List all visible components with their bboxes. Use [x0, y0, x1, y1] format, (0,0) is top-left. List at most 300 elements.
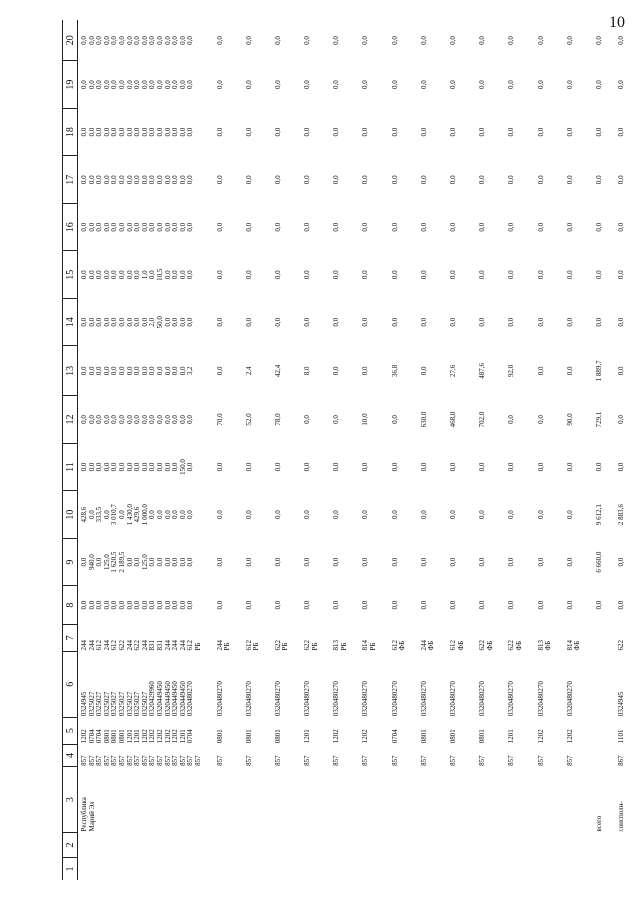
table-cell: 0,0: [332, 270, 341, 280]
table-cell: [319, 857, 348, 880]
table-cell: 0,0: [390, 600, 399, 610]
table-cell: 1 889,7: [594, 360, 603, 382]
table-cell: 0801: [478, 729, 487, 744]
table-cell: 0,0: [594, 462, 603, 472]
table-cell: [494, 857, 523, 880]
table-cell: 0,0: [215, 557, 224, 567]
table-cell: [436, 832, 465, 857]
table-cell: 867: [616, 755, 625, 766]
column-header: 3: [63, 767, 78, 833]
table-cell: 0,0: [244, 222, 253, 232]
table-cell: 0,0: [244, 175, 253, 185]
table-cell: 0,0 0,0 0,0 0,0 0,0 0,0 0,0 0,0 0,0 0,0 0,0 0,0 0,0 0,0 0,0: [80, 127, 195, 137]
table-cell: [290, 832, 319, 857]
table-cell: 1202: [536, 729, 545, 744]
table-cell: 0,0: [536, 222, 545, 232]
column-header: 18: [63, 108, 78, 156]
column-header: 16: [63, 203, 78, 251]
table-cell: 244 244 612 244 612 622 244 622 244 831 831 244 244 244 612 РБ: [80, 639, 202, 651]
table-cell: 0,0: [273, 557, 282, 567]
table-cell: 0,0: [565, 127, 574, 137]
table-row: [261, 20, 290, 880]
table-cell: 0,0: [390, 175, 399, 185]
table-cell: [290, 767, 319, 833]
table-cell: 0801: [273, 729, 282, 744]
table-cell: [378, 767, 407, 833]
table-cell: [465, 857, 494, 880]
table-cell: 0,0: [303, 317, 312, 327]
table-row: [465, 20, 494, 880]
table-cell: 0320480270: [478, 681, 487, 717]
table-cell: 0,0 0,0 0,0 0,0 0,0 0,0 0,0 0,0 0,0 0,0 0,0 0,0 0,0 0,0 0,0: [80, 415, 195, 424]
table-cell: [348, 832, 377, 857]
table-cell: 0,0: [616, 36, 625, 45]
table-cell: 42,4: [273, 364, 282, 377]
table-cell: 0,0: [449, 80, 457, 90]
table-row: [378, 20, 407, 880]
table-cell: 0,0: [303, 222, 312, 232]
column-header: 1: [63, 857, 78, 880]
table-cell: [407, 767, 436, 833]
table-row: [203, 20, 232, 880]
table-cell: 0,0: [361, 80, 370, 90]
table-cell: 0,0: [332, 222, 341, 232]
table-cell: 0,0: [361, 36, 370, 45]
table-cell: 0704: [390, 729, 399, 744]
table-cell: 0,0: [361, 270, 370, 280]
table-cell: 0,0 0,0 0,0 0,0 0,0 0,0 0,0 0,0 0,0 0,0 0,0 0,0 0,0 0,0 0,0: [80, 36, 195, 45]
table-cell: 0,0: [273, 600, 282, 610]
table-cell: 857: [332, 755, 341, 766]
table-cell: 0320480270: [390, 681, 399, 717]
table-cell: 0,0: [215, 270, 224, 280]
table-cell: 0,0: [244, 80, 253, 90]
table-cell: 0,0: [303, 600, 312, 610]
table-cell: 0,0: [273, 36, 282, 45]
header-row: [63, 20, 78, 880]
column-header: 10: [63, 491, 78, 539]
table-cell: 0,0: [536, 317, 545, 327]
table-cell: 0,0 940,0 0,0 125,0 1 620,5 2 189,5 0,0 0,0 125,0 0,0 0,0 0,0 0,0 0,0 0,0: [80, 551, 195, 573]
column-header: 11: [63, 443, 78, 491]
table-cell: 0,0: [419, 317, 428, 327]
table-row: [553, 20, 582, 880]
table-cell: 0,0: [332, 510, 341, 519]
table-cell: 0,0: [390, 462, 399, 472]
column-header: 7: [63, 624, 78, 651]
table-cell: 52,0: [244, 413, 253, 426]
table-cell: 0,0: [449, 222, 457, 232]
table-cell: 814 ФБ: [565, 639, 582, 651]
table-cell: 0,0: [419, 80, 428, 90]
table-cell: 0,0: [536, 415, 545, 424]
table-cell: [319, 832, 348, 857]
table-cell: 0,0 0,0 0,0 0,0 0,0 0,0 0,0 0,0 0,0 0,0 0,0 0,0 0,0 150,0 0,0: [80, 459, 195, 475]
table-cell: 612 ФБ: [449, 639, 465, 651]
table-cell: 0,0: [507, 175, 516, 185]
table-cell: [232, 857, 261, 880]
table-cell: 0,0: [273, 222, 282, 232]
table-cell: 0,0: [449, 462, 457, 472]
table-row: [290, 20, 319, 880]
table-cell: 0,0: [507, 36, 516, 45]
table-cell: 0,0: [244, 510, 253, 519]
table-cell: 0,0: [332, 36, 341, 45]
table-cell: 36,8: [390, 364, 399, 377]
table-cell: 0,0: [215, 462, 224, 472]
table-cell: 857: [303, 755, 312, 766]
table-cell: 0,0: [361, 600, 370, 610]
table-cell: 1202 0704 0704 0801 0801 0801 1201 1201 1202 1202 1202 1202 1202 1201 0704: [80, 729, 195, 744]
table-cell: 0,0: [419, 510, 428, 519]
table-cell: 2,4: [244, 366, 253, 376]
table-cell: 0,0: [273, 462, 282, 472]
table-cell: 0,0: [536, 127, 545, 137]
table-header: [63, 20, 78, 880]
table-cell: 857: [565, 755, 574, 766]
table-cell: [582, 651, 604, 717]
table-cell: 622 ФБ: [478, 639, 494, 651]
table-cell: 6 660,0: [594, 551, 603, 573]
table-cell: 0,0: [419, 270, 428, 280]
table-cell: 0,0: [507, 222, 516, 232]
table-cell: 0,0: [536, 510, 545, 519]
table-cell: 0,0: [273, 80, 282, 90]
table-cell: 0,0: [478, 317, 487, 327]
table-cell: [348, 857, 377, 880]
table-cell: 0,0: [507, 557, 516, 567]
table-cell: 0,0 0,0 0,0 0,0 0,0 0,0 0,0 0,0 0,0 0,0 0,0 0,0 0,0 0,0 0,0: [80, 222, 195, 232]
table-cell: 0,0: [478, 557, 487, 567]
table-cell: 0,0: [303, 80, 312, 90]
table-cell: 0,0: [390, 80, 399, 90]
table-cell: [348, 767, 377, 833]
table-cell: 0320480270: [361, 681, 370, 717]
column-header: 5: [63, 717, 78, 744]
table-cell: 0,0: [565, 510, 574, 519]
table-cell: 0,0: [303, 270, 312, 280]
column-header: 20: [63, 20, 78, 61]
table-cell: 0,0: [478, 462, 487, 472]
table-cell: 0,0: [361, 510, 370, 519]
table-cell: [582, 857, 604, 880]
table-cell: 857: [215, 755, 224, 766]
rotated-table-container: [62, 20, 625, 880]
table-cell: 0,0: [390, 127, 399, 137]
table-cell: 0,0: [215, 510, 224, 519]
table-cell: 857: [419, 755, 428, 766]
table-cell: 0320480270: [273, 681, 282, 717]
table-cell: 1201: [303, 729, 312, 744]
table-cell: 244 РБ: [215, 639, 232, 651]
table-cell: 0,0 0,0 0,0 0,0 0,0 0,0 0,0 0,0 0,0 0,0 0,0 0,0 0,0 0,0 0,0: [80, 600, 195, 610]
table-cell: 0,0: [565, 36, 574, 45]
table-cell: 0,0: [419, 36, 428, 45]
table-cell: 0,0: [332, 175, 341, 185]
table-cell: 468,0: [449, 411, 457, 428]
table-cell: [465, 832, 494, 857]
table-cell: 0,0: [507, 600, 516, 610]
table-cell: 0,0: [419, 175, 428, 185]
table-cell: 0,0: [390, 557, 399, 567]
column-header: 4: [63, 744, 78, 767]
table-row: [582, 20, 604, 880]
table-row: [436, 20, 465, 880]
table-cell: 0,0: [507, 317, 516, 327]
table-cell: 612 ФБ: [390, 639, 407, 651]
table-cell: 0,0: [565, 80, 574, 90]
table-cell: [203, 857, 232, 880]
table-cell: 0,0: [616, 175, 625, 185]
table-cell: 1101: [616, 729, 625, 744]
table-row: [319, 20, 348, 880]
table-cell: 0,0: [303, 462, 312, 472]
table-cell: 857: [361, 755, 370, 766]
table-cell: [553, 857, 582, 880]
table-cell: 0801: [215, 729, 224, 744]
table-cell: 8,0: [303, 366, 312, 376]
table-cell: 0,0: [449, 600, 457, 610]
table-cell: [494, 832, 523, 857]
table-cell: [524, 857, 553, 880]
table-cell: 0,0: [536, 80, 545, 90]
table-cell: 0,0 0,0 0,0 0,0 0,0 0,0 0,0 0,0 0,0 2,0 50,0 0,0 0,0 0,0 0,0: [80, 316, 195, 329]
column-header: 14: [63, 298, 78, 346]
table-cell: 0,0: [478, 600, 487, 610]
table-cell: 1202: [361, 729, 370, 744]
table-cell: 0,0: [594, 127, 603, 137]
table-cell: Республика Марий Эл: [80, 797, 96, 832]
table-cell: 0,0: [332, 366, 341, 376]
table-cell: 0,0: [273, 317, 282, 327]
table-cell: 0,0: [536, 557, 545, 567]
table-cell: 0320480270: [536, 681, 545, 717]
table-cell: 0320480270: [332, 681, 341, 717]
table-cell: 0,0: [215, 600, 224, 610]
table-row: [407, 20, 436, 880]
table-cell: 0,0: [244, 36, 253, 45]
table-cell: 0,0: [616, 415, 625, 424]
table-cell: [582, 832, 604, 857]
table-cell: 857: [390, 755, 399, 766]
table-cell: 0,0: [244, 557, 253, 567]
table-cell: 0,0: [303, 557, 312, 567]
table-cell: 0,0: [478, 80, 487, 90]
column-header: 13: [63, 346, 78, 396]
table-cell: 0,0: [616, 366, 625, 376]
table-cell: 0,0: [303, 415, 312, 424]
table-cell: 0,0: [244, 270, 253, 280]
table-cell: 0,0: [565, 557, 574, 567]
table-cell: 857: [507, 755, 516, 766]
table-cell: 0,0: [244, 600, 253, 610]
table-cell: 0,0: [244, 317, 253, 327]
table-cell: 0,0: [449, 175, 457, 185]
table-cell: 78,0: [273, 413, 282, 426]
table-cell: 0,0: [390, 36, 399, 45]
table-cell: 813 РБ: [332, 639, 348, 651]
table-cell: [582, 624, 604, 651]
table-cell: 0,0: [478, 127, 487, 137]
table-cell: 0,0: [419, 462, 428, 472]
table-cell: [261, 857, 290, 880]
table-cell: 0,0: [361, 317, 370, 327]
table-cell: [203, 767, 232, 833]
table-cell: соисполн-: [616, 801, 625, 832]
table-cell: 0,0: [594, 270, 603, 280]
table-cell: 0,0: [616, 462, 625, 472]
table-cell: 0,0 0,0 0,0 0,0 0,0 0,0 0,0 0,0 1,0 0,0 10,5 0,0 0,0 0,0 0,0: [80, 268, 195, 281]
table-cell: 0320480270: [215, 681, 224, 717]
table-cell: 0,0 0,0 0,0 0,0 0,0 0,0 0,0 0,0 0,0 0,0 0,0 0,0 0,0 0,0 0,0: [80, 175, 195, 185]
table-cell: [378, 857, 407, 880]
table-row: [348, 20, 377, 880]
table-cell: 0,0: [449, 36, 457, 45]
table-row: [524, 20, 553, 880]
table-cell: 0,0 0,0 0,0 0,0 0,0 0,0 0,0 0,0 0,0 0,0 0,0 0,0 0,0 0,0 0,0: [80, 80, 195, 90]
table-cell: 10,0: [361, 413, 370, 426]
table-cell: 0,0: [419, 600, 428, 610]
table-cell: 0320480270: [244, 681, 253, 717]
table-row: [604, 20, 626, 880]
table-cell: 857: [536, 755, 545, 766]
table-cell: 622 РБ: [273, 639, 290, 651]
table-cell: 0,0: [215, 317, 224, 327]
column-header: 17: [63, 156, 78, 204]
table-cell: 487,6: [478, 363, 487, 379]
table-cell: 0,0: [361, 175, 370, 185]
table-cell: [524, 832, 553, 857]
table-cell: 0,0: [565, 222, 574, 232]
table-cell: 0,0: [332, 317, 341, 327]
table-cell: [261, 767, 290, 833]
table-cell: 0,0: [536, 366, 545, 376]
table-cell: 0,0: [390, 222, 399, 232]
table-cell: 0,0: [507, 80, 516, 90]
table-cell: 0,0: [565, 270, 574, 280]
table-cell: 857: [449, 755, 457, 766]
table-cell: 0,0: [361, 366, 370, 376]
table-cell: [436, 767, 465, 833]
budget-table: [62, 20, 625, 880]
table-row: [232, 20, 261, 880]
table-cell: 0,0: [478, 36, 487, 45]
column-header: 15: [63, 251, 78, 299]
table-cell: 0,0: [449, 510, 457, 519]
table-cell: 0801: [449, 729, 457, 744]
table-cell: [78, 832, 203, 857]
table-cell: 0320480270: [303, 681, 312, 717]
table-cell: 622 РБ: [303, 639, 319, 651]
table-cell: 0,0: [332, 462, 341, 472]
table-cell: 0324945 0325027 0325027 0325027 0325027 0325027 0325027 0325027 0325027 0320429960 0320449450 0320449450 0320449450 0320449450 0320480270: [80, 681, 195, 717]
table-cell: [524, 767, 553, 833]
table-cell: 0,0: [449, 270, 457, 280]
table-cell: 0,0: [565, 462, 574, 472]
table-cell: 0,0: [361, 557, 370, 567]
table-cell: 857: [244, 755, 253, 766]
table-cell: 0,0: [536, 36, 545, 45]
table-row: [78, 20, 203, 880]
table-cell: 0,0: [390, 270, 399, 280]
table-cell: 90,0: [565, 413, 574, 426]
table-cell: 70,0: [215, 413, 224, 426]
column-header: 2: [63, 832, 78, 857]
table-cell: 0,0: [215, 175, 224, 185]
table-cell: [78, 857, 203, 880]
table-cell: 244 ФБ: [419, 639, 436, 651]
table-cell: 0,0: [478, 222, 487, 232]
table-cell: 0,0: [332, 415, 341, 424]
table-cell: 0,0: [616, 557, 625, 567]
table-cell: 0,0: [536, 175, 545, 185]
table-cell: 0,0: [273, 175, 282, 185]
table-cell: 0,0: [244, 127, 253, 137]
table-cell: 0,0: [215, 222, 224, 232]
table-cell: 0,0: [361, 462, 370, 472]
table-cell: 27,6: [449, 364, 457, 377]
table-cell: [232, 832, 261, 857]
table-cell: 814 РБ: [361, 639, 378, 651]
column-header: 19: [63, 61, 78, 109]
table-cell: 813 ФБ: [536, 639, 553, 651]
table-cell: [290, 857, 319, 880]
table-cell: [378, 832, 407, 857]
column-header: 8: [63, 586, 78, 624]
table-cell: [465, 767, 494, 833]
table-cell: 0,0: [507, 270, 516, 280]
table-cell: 0,0: [332, 557, 341, 567]
table-cell: 857: [478, 755, 487, 766]
table-cell: 0320480270: [565, 681, 574, 717]
page-number: 10: [609, 14, 625, 31]
table-cell: 0,0: [616, 600, 625, 610]
table-cell: 0,0: [273, 270, 282, 280]
table-cell: 0,0: [419, 222, 428, 232]
table-cell: 2 883,6: [616, 504, 625, 526]
table-cell: [494, 767, 523, 833]
table-cell: 92,0: [507, 364, 516, 377]
table-cell: 0,0: [565, 317, 574, 327]
table-cell: 0,0: [449, 127, 457, 137]
table-cell: 0,0: [449, 317, 457, 327]
table-cell: [604, 832, 626, 857]
table-row: [494, 20, 523, 880]
table-cell: 0,0: [215, 366, 224, 376]
table-cell: 0,0: [616, 127, 625, 137]
table-cell: [203, 832, 232, 857]
table-cell: 0,0: [361, 127, 370, 137]
table-cell: [407, 857, 436, 880]
table-cell: 0,0: [616, 270, 625, 280]
table-cell: 0,0: [303, 36, 312, 45]
table-cell: 0,0: [478, 175, 487, 185]
table-cell: 0,0: [536, 270, 545, 280]
table-cell: 0324945: [616, 691, 625, 717]
column-header: 12: [63, 396, 78, 444]
table-cell: [582, 744, 604, 767]
table-cell: 857 857 857 857 857 857 857 857 857 857 857 857 857 857 857 857: [80, 755, 202, 766]
table-cell: 0,0: [449, 557, 457, 567]
table-cell: 0801: [419, 729, 428, 744]
table-cell: 0,0: [594, 600, 603, 610]
table-cell: 0,0: [507, 127, 516, 137]
table-cell: 1201: [507, 729, 516, 744]
table-cell: 0,0: [478, 510, 487, 519]
table-cell: 0,0: [616, 80, 625, 90]
table-cell: 0,0: [390, 317, 399, 327]
table-cell: 0,0: [390, 415, 399, 424]
